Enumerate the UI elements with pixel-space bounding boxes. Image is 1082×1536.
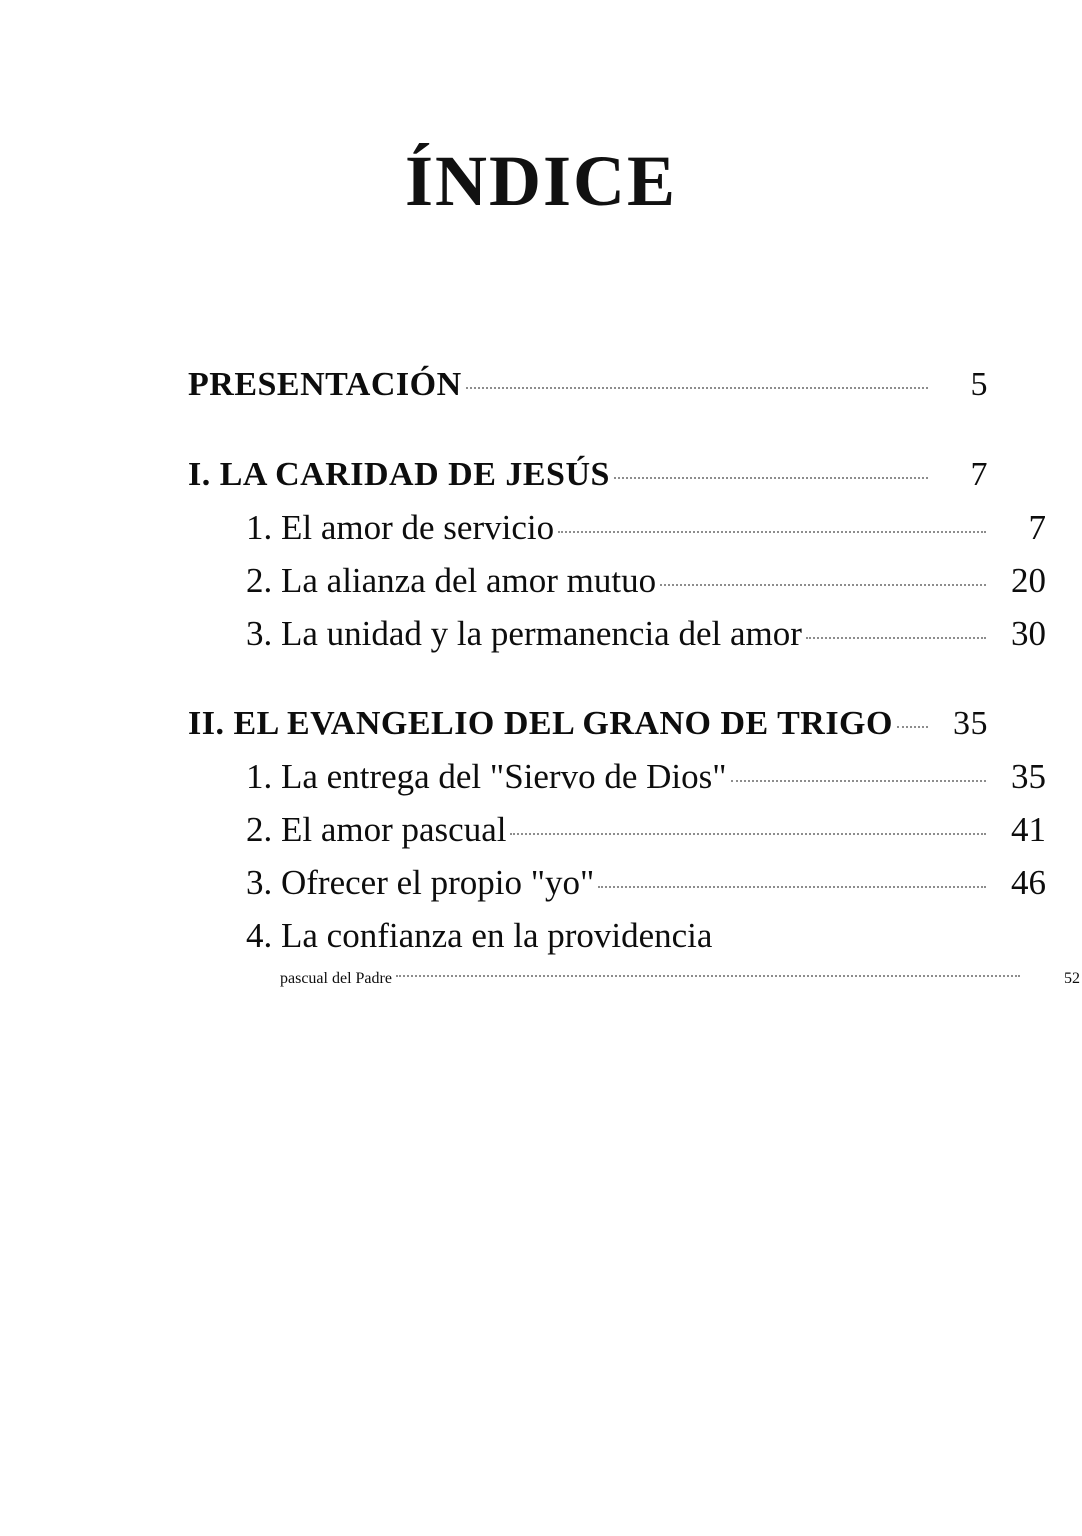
toc-entry-page: 20 bbox=[1011, 561, 1046, 600]
dot-leader bbox=[897, 725, 928, 728]
dot-leader bbox=[660, 583, 986, 586]
dot-leader bbox=[598, 885, 986, 888]
dot-leader bbox=[731, 779, 986, 782]
dot-leader bbox=[716, 940, 986, 941]
spacer bbox=[188, 953, 988, 971]
toc-entry-label: 3. La unidad y la permanencia del amor bbox=[246, 614, 802, 653]
toc-entry-page: 30 bbox=[1011, 614, 1046, 653]
toc-entry-page: 5 bbox=[970, 366, 988, 403]
toc-entry-page: 41 bbox=[1011, 810, 1046, 849]
dot-leader bbox=[466, 386, 928, 389]
dot-leader bbox=[396, 974, 1020, 977]
toc-entry-label: 4. La confianza en la providencia bbox=[246, 916, 713, 955]
dot-leader bbox=[614, 476, 928, 479]
toc-entry-page: 46 bbox=[1011, 863, 1046, 902]
toc-entry-page: 35 bbox=[953, 705, 988, 742]
toc-entry-i-3[interactable] bbox=[188, 616, 1046, 651]
toc-entry-capitulo-ii[interactable] bbox=[188, 707, 988, 741]
toc-entry-ii-4-continuation[interactable] bbox=[188, 971, 1080, 987]
toc-entry-label: 1. El amor de servicio bbox=[246, 508, 555, 547]
toc-entry-i-1[interactable] bbox=[188, 510, 1046, 545]
toc-entry-page: 7 bbox=[970, 456, 988, 493]
toc-entry-presentacion[interactable] bbox=[188, 368, 988, 402]
toc-entry-label: 2. El amor pascual bbox=[246, 810, 507, 849]
toc-entry-label: 2. La alianza del amor mutuo bbox=[246, 561, 657, 600]
spacer bbox=[188, 651, 988, 707]
toc-entry-label: 3. Ofrecer el propio "yo" bbox=[246, 863, 595, 902]
toc-entry-page: 52 bbox=[1064, 970, 1080, 987]
dot-leader bbox=[806, 636, 986, 639]
toc-entry-ii-2[interactable] bbox=[188, 812, 1046, 847]
dot-leader bbox=[510, 832, 986, 835]
toc-entry-page: 35 bbox=[1011, 757, 1046, 796]
toc-entry-label: II. EL EVANGELIO DEL GRANO DE TRIGO bbox=[188, 705, 893, 742]
toc-entry-label: PRESENTACIÓN bbox=[188, 366, 462, 403]
toc-entry-i-2[interactable] bbox=[188, 563, 1046, 598]
toc-entry-page: 7 bbox=[1028, 508, 1046, 547]
toc-entry-label: 1. La entrega del "Siervo de Dios" bbox=[246, 757, 727, 796]
toc-entry-capitulo-i[interactable] bbox=[188, 458, 988, 492]
toc-entry-ii-1[interactable] bbox=[188, 759, 1046, 794]
toc-entry-ii-3[interactable] bbox=[188, 865, 1046, 900]
toc-entry-ii-4[interactable] bbox=[188, 918, 1046, 953]
toc-entry-label: I. LA CARIDAD DE JESÚS bbox=[188, 456, 610, 493]
toc-entry-label: pascual del Padre bbox=[280, 970, 392, 987]
toc-list bbox=[188, 366, 1080, 987]
spacer bbox=[188, 402, 988, 458]
dot-leader bbox=[558, 530, 986, 533]
page-title: ÍNDICE bbox=[404, 141, 678, 221]
